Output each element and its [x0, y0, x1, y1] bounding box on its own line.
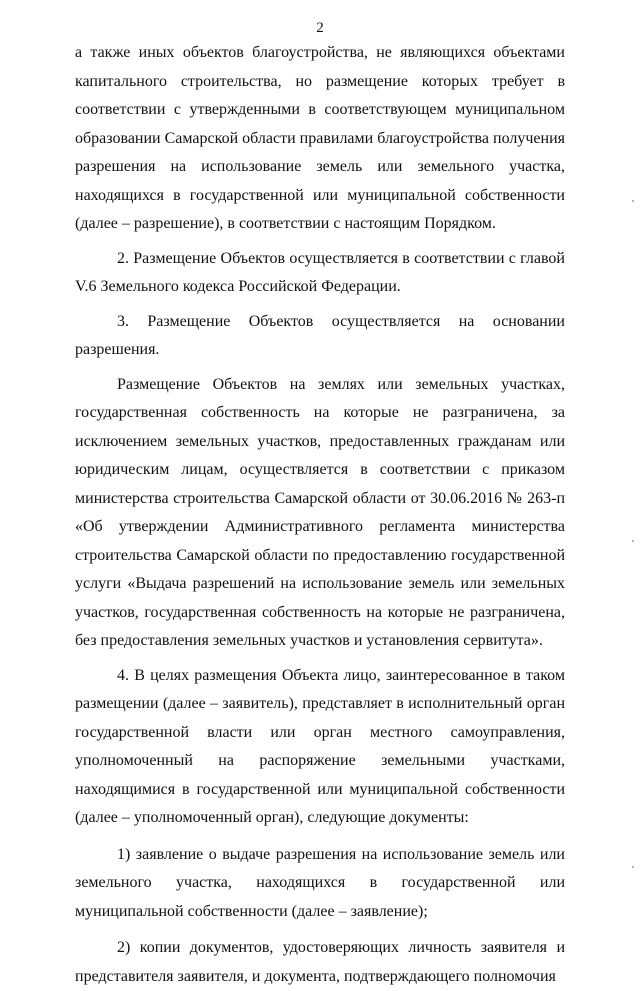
list-item-2: 2) копии документов, удостоверяющих личность заявителя и представителя заявителя, и документа, подтверждающего полномочия	[75, 939, 565, 985]
page-number: 2	[316, 20, 324, 36]
document-body	[75, 39, 565, 991]
scan-edge-mark	[632, 200, 634, 202]
list-item-1: 1) заявление о выдаче разрешения на использование земель или земельного участка, находящихся в государственной или муниципальной собственности (далее – заявление);	[75, 845, 565, 920]
paragraph-item-3: 3. Размещение Объектов осуществляется на основании разрешения.	[75, 312, 565, 358]
paragraph-continuation: а также иных объектов благоустройства, не являющихся объектами капитального строительства, но размещение которых требует в соответствии с утвержденными в соответствующем муниципальном образовании Самарской области правилами благоустройства получения разрешения на использование земель или земельного участка, находящихся в государственной или муниципальной собственности (далее – разрешение), в соответствии с настоящим Порядком.	[75, 44, 565, 232]
scan-edge-mark	[632, 866, 634, 868]
scan-edge-mark	[632, 540, 634, 542]
paragraph-item-4: 4. В целях размещения Объекта лицо, заинтересованное в таком размещении (далее – заявитель), представляет в исполнительный орган государственной власти или орган местного самоуправления, уполномоченный на распоряжение земельными участками, находящимися в государственной или муниципальной собственности (далее – уполномоченный орган), следующие документы:	[75, 666, 565, 826]
paragraph-placement-procedure: Размещение Объектов на землях или земельных участках, государственная собственность на которые не разграничена, за исключением земельных участков, предоставленных гражданам или юридическим лицам, осуществляется в соответствии с приказом министерства строительства Самарской области от 30.06.2016 № 263-п «Об утверждении Административного регламента министерства строительства Самарской области по предоставлению государственной услуги «Выдача разрешений на использование земель или земельных участков, государственная собственность на которые не разграничена, без предоставления земельных участков и установления сервитута».	[75, 375, 565, 649]
paragraph-item-2: 2. Размещение Объектов осуществляется в соответствии с главой V.6 Земельного кодекса Российской Федерации.	[75, 249, 565, 295]
